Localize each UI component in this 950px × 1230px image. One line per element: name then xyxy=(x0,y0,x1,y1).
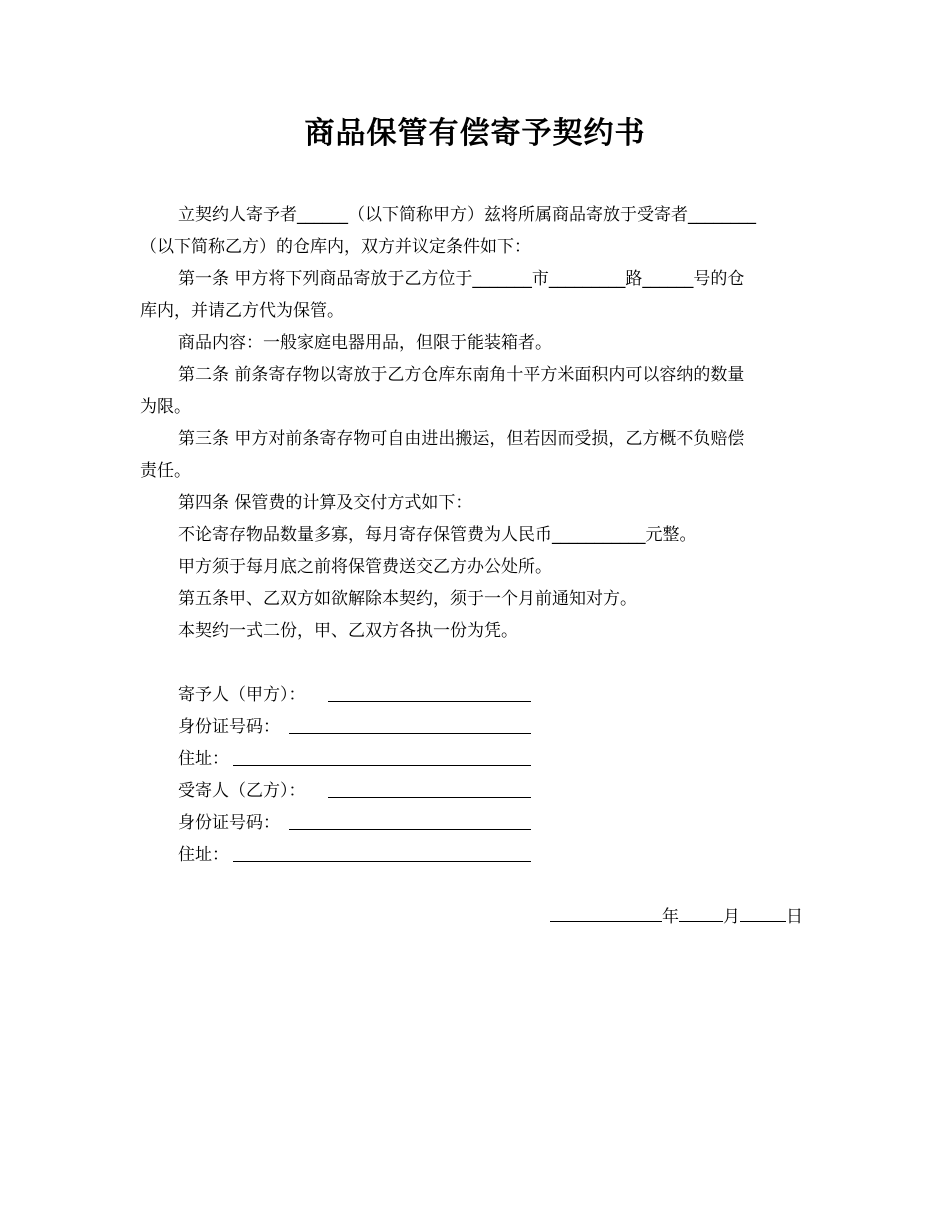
party-b-address-label: 住址： xyxy=(178,845,229,865)
party-a-label: 寄予人（甲方）： xyxy=(178,685,306,705)
article-2-line-2: 为限。 xyxy=(140,397,191,417)
party-b-address-line xyxy=(233,861,531,862)
article-4-line-1: 第四条 保管费的计算及交付方式如下： xyxy=(178,493,473,513)
goods-content: 商品内容：一般家庭电器用品，但限于能装箱者。 xyxy=(178,333,552,353)
copies-clause: 本契约一式二份，甲、乙双方各执一份为凭。 xyxy=(178,621,518,641)
day-blank xyxy=(740,904,786,922)
party-b-id-label: 身份证号码： xyxy=(178,813,280,833)
article-3-line-2: 责任。 xyxy=(140,461,191,481)
article-2-line-1: 第二条 前条寄存物以寄放于乙方仓库东南角十平方米面积内可以容纳的数量 xyxy=(178,365,745,385)
party-a-id-line xyxy=(289,733,531,734)
party-a-id-label: 身份证号码： xyxy=(178,717,280,737)
article-4-line-2: 不论寄存物品数量多寡，每月寄存保管费为人民币___________元整。 xyxy=(178,525,697,545)
article-1-line-1: 第一条 甲方将下列商品寄放于乙方位于_______市_________路______号的仓 xyxy=(178,269,745,289)
party-a-address-line xyxy=(233,765,531,766)
month-label: 月 xyxy=(723,907,740,927)
paragraph-line-2: （以下简称乙方）的仓库内，双方并议定条件如下： xyxy=(140,237,531,257)
year-label: 年 xyxy=(662,907,679,927)
article-4-line-3: 甲方须于每月底之前将保管费送交乙方办公处所。 xyxy=(178,557,552,577)
party-b-id-line xyxy=(289,829,531,830)
article-5: 第五条甲、乙双方如欲解除本契约，须于一个月前通知对方。 xyxy=(178,589,637,609)
party-b-signature-line xyxy=(328,797,531,798)
month-blank xyxy=(679,904,723,922)
date-line xyxy=(550,904,803,929)
party-a-address-label: 住址： xyxy=(178,749,229,769)
day-label: 日 xyxy=(786,907,803,927)
year-blank xyxy=(550,904,662,922)
party-a-signature-line xyxy=(328,701,531,702)
document-title: 商品保管有偿寄予契约书 xyxy=(304,116,646,151)
article-1-line-2: 库内，并请乙方代为保管。 xyxy=(140,301,344,321)
paragraph-line-1: 立契约人寄予者______（以下简称甲方）兹将所属商品寄放于受寄者________ xyxy=(178,205,756,225)
article-3-line-1: 第三条 甲方对前条寄存物可自由进出搬运，但若因而受损，乙方概不负赔偿 xyxy=(178,429,745,449)
party-b-label: 受寄人（乙方）： xyxy=(178,781,306,801)
